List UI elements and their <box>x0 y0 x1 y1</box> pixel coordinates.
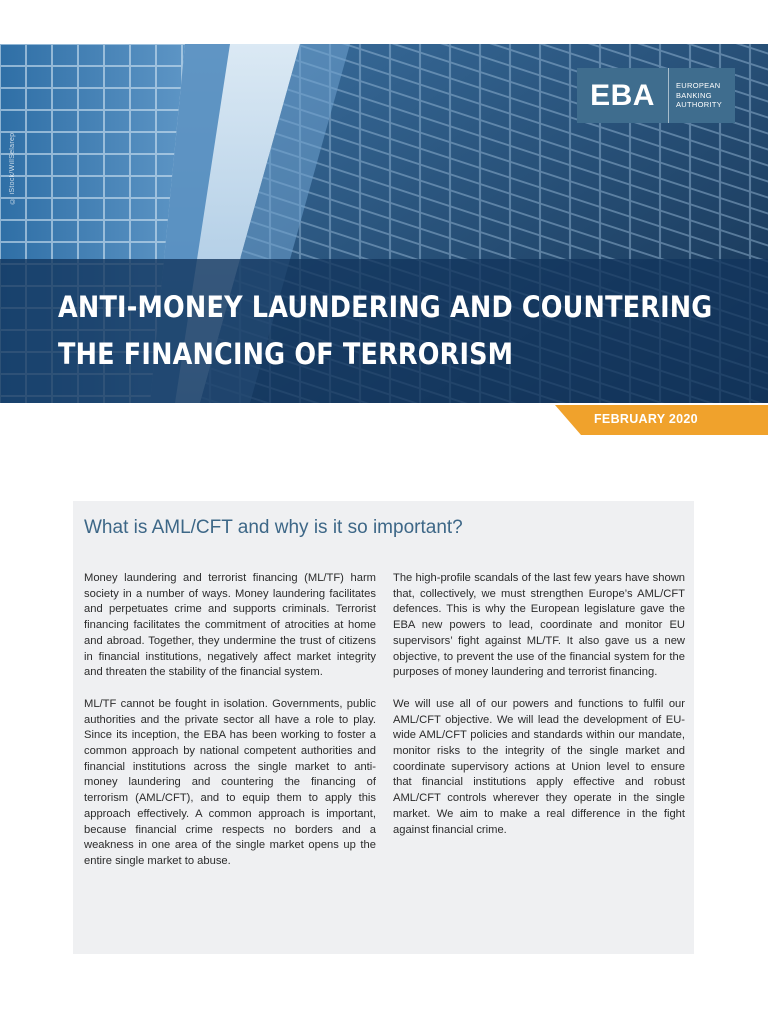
eba-logo-name-line: AUTHORITY <box>676 100 723 110</box>
eba-logo-name <box>669 81 722 110</box>
eba-logo-mark: EBA <box>577 68 669 123</box>
photo-credit: © iStock/WillSelarep <box>9 132 16 204</box>
right-column <box>393 571 685 854</box>
cover-hero <box>0 44 768 403</box>
paragraph: The high-profile scandals of the last few years have shown that, collectively, we must strengthen Europe’s AML/CFT defences. This is why the European legislature gave the EBA new powers to lead, coordinate and monitor EU supervisors’ fight against ML/TF. It also gave us a new objective, to prevent the use of the financial system for the purposes of money laundering and terrorist financing. <box>393 572 685 679</box>
page-title-line: ANTI-MONEY LAUNDERING AND COUNTERING <box>58 290 713 324</box>
paragraph: Money laundering and terrorist financing (ML/TF) harm society in a number of ways. Money laundering facilitates and perpetuates crime and supports criminals. Terrorist financing facilitates the commitment of atrocities at home and abroad. Together, they undermine the trust of citizens in financial institutions, negatively affect market integrity and threaten the stability of the financial system. <box>84 572 376 679</box>
info-box <box>73 501 694 954</box>
paragraph: We will use all of our powers and functions to fulfil our AML/CFT objective. We will lead the development of EU-wide AML/CFT policies and standards within our mandate, monitor risks to the integrity of the single market and coordinate supervisory actions at Union level to ensure that financial institutions apply effective and robust AML/CFT controls wherever they operate in the single market. We aim to make a real difference in the fight against financial crime. <box>393 697 685 836</box>
left-column <box>84 571 376 886</box>
publication-date: FEBRUARY 2020 <box>594 412 698 426</box>
page-title-line: THE FINANCING OF TERRORISM <box>58 337 514 371</box>
page-title <box>58 284 713 378</box>
paragraph: ML/TF cannot be fought in isolation. Governments, public authorities and the private sector all have a role to play. Since its inception, the EBA has been working to foster a common approach by national competent authorities and financial institutions across the single market to anti-money laundering and countering the financing of terrorism (AML/CFT), and to equip them to apply this approach effectively. A common approach is important, because financial crime respects no borders and a weakness in one area of the single market opens up the entire single market to abuse. <box>84 697 376 867</box>
eba-logo <box>577 68 735 123</box>
eba-logo-name-line: EUROPEAN <box>676 81 721 91</box>
eba-logo-name-line: BANKING <box>676 90 712 100</box>
section-heading: What is AML/CFT and why is it so important? <box>84 517 463 538</box>
